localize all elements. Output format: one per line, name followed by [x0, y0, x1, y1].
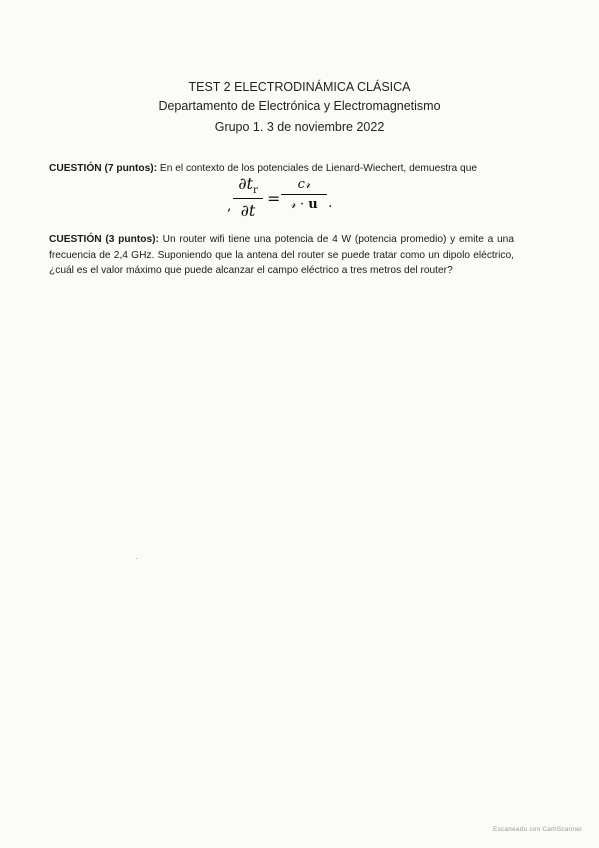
- formula-lhs-bar: [233, 198, 263, 199]
- question-2-label: CUESTIÓN (3 puntos):: [49, 234, 159, 245]
- formula-rhs-denominator: [281, 197, 327, 212]
- group-date-line: Grupo 1. 3 de noviembre 2022: [214, 120, 385, 134]
- formula-period: .: [328, 195, 333, 211]
- question-1-text: En el contexto de los potenciales de Lienard-Wiechert, demuestra que: [157, 163, 478, 174]
- formula: [227, 173, 347, 221]
- formula-rhs-fraction: [281, 177, 327, 212]
- formula-lhs-numerator: [233, 174, 263, 196]
- formula-equals: =: [267, 189, 281, 208]
- formula-rhs-bar: [281, 194, 327, 195]
- scan-speck: [136, 558, 137, 559]
- exam-title: TEST 2 ELECTRODINÁMICA CLÁSICA: [188, 80, 411, 94]
- formula-lhs-num-text: ∂t: [238, 174, 253, 193]
- formula-comma: ,: [227, 198, 232, 214]
- question-2-text: Un router wifi tiene una potencia de 4 W (potencia promedio) y emite a una frecuencia de 2,4 GHz. Suponiendo que la antena del router se puede tratar como un dipolo eléctrico, ¿cuál es el valor máximo que puede alcanzar el campo eléctrico a tres metros del router?: [49, 234, 515, 276]
- formula-lhs-denominator: ∂t: [240, 201, 256, 221]
- question-2: [49, 232, 514, 279]
- question-1-label: CUESTIÓN (7 puntos):: [49, 163, 158, 174]
- department-line: Departamento de Electrónica y Electromagnetismo: [158, 99, 441, 113]
- formula-lhs-fraction: [233, 174, 263, 220]
- camscanner-watermark: Escaneado con CamScanner: [493, 826, 583, 833]
- formula-rhs-den-u: u: [308, 197, 318, 212]
- formula-rhs-den-a: 𝓇 ·: [290, 197, 309, 212]
- formula-rhs-numerator: c𝓇: [297, 177, 311, 192]
- formula-lhs-subscript: r: [252, 185, 258, 197]
